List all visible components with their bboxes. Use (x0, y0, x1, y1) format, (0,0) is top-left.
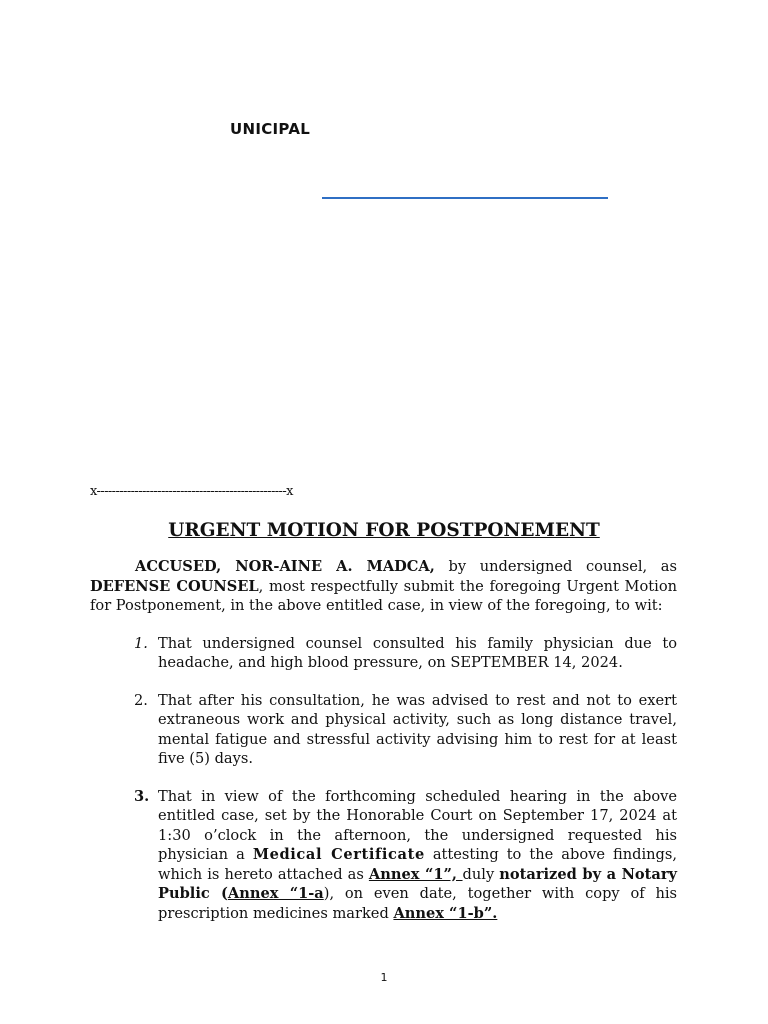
intro-text-1: by undersigned counsel, as (434, 558, 677, 575)
item-text: That after his consultation, he was advised to rest and not to exert extraneous work and physical activity, such as long distance travel, mental fatigue and stressful activity advising him to rest for at least five (5) days. (158, 691, 677, 767)
notarized-label: notarized by a Notary Public ( (158, 865, 678, 902)
item-text-b: attesting to the above findings, which is hereto attached as (158, 846, 678, 883)
medical-certificate-label: Medical Certificate (252, 846, 425, 863)
annex-1b-label: Annex “1-b”. (393, 904, 498, 922)
court-heading: UNICIPAL (230, 120, 311, 138)
item-number: 2. (134, 691, 148, 709)
motion-title: URGENT MOTION FOR POSTPONEMENT (168, 520, 600, 541)
annex-1-label: Annex “1”, (368, 865, 463, 883)
accused-name: ACCUSED, NOR-AINE A. MADCA, (135, 558, 435, 575)
list-item (90, 691, 677, 769)
list-item (90, 787, 677, 924)
defense-counsel-label: DEFENSE COUNSEL (90, 577, 259, 595)
motion-body (90, 557, 677, 923)
item-number: 1. (134, 634, 148, 652)
grounds-list (90, 634, 677, 924)
annex-1a-label: Annex “1-a (227, 885, 324, 902)
item-text-c: duly (462, 865, 500, 883)
caption-divider: x--------------------------------------------------x (90, 484, 293, 499)
item-text: That undersigned counsel consulted his family physician due to headache, and high blood pressure, on SEPTEMBER 14, 2024. (158, 634, 677, 671)
item-number: 3. (134, 787, 150, 805)
item-text-d: ), on even date, together with copy of his prescription medicines marked (158, 885, 678, 922)
item-text-a: That in view of the forthcoming scheduled hearing in the above entitled case, set by the Honorable Court on September 17, 2024 at 1:30 o’clock in the afternoon, the undersigned requested his physician a (158, 787, 677, 863)
case-number-blank-line (322, 197, 608, 199)
list-item (90, 634, 677, 673)
page-number: 1 (380, 971, 388, 984)
intro-text-2: , most respectfully submit the foregoing Urgent Motion for Postponement, in the above entitled case, in view of the foregoing, to wit: (90, 577, 678, 614)
intro-paragraph (90, 557, 677, 616)
